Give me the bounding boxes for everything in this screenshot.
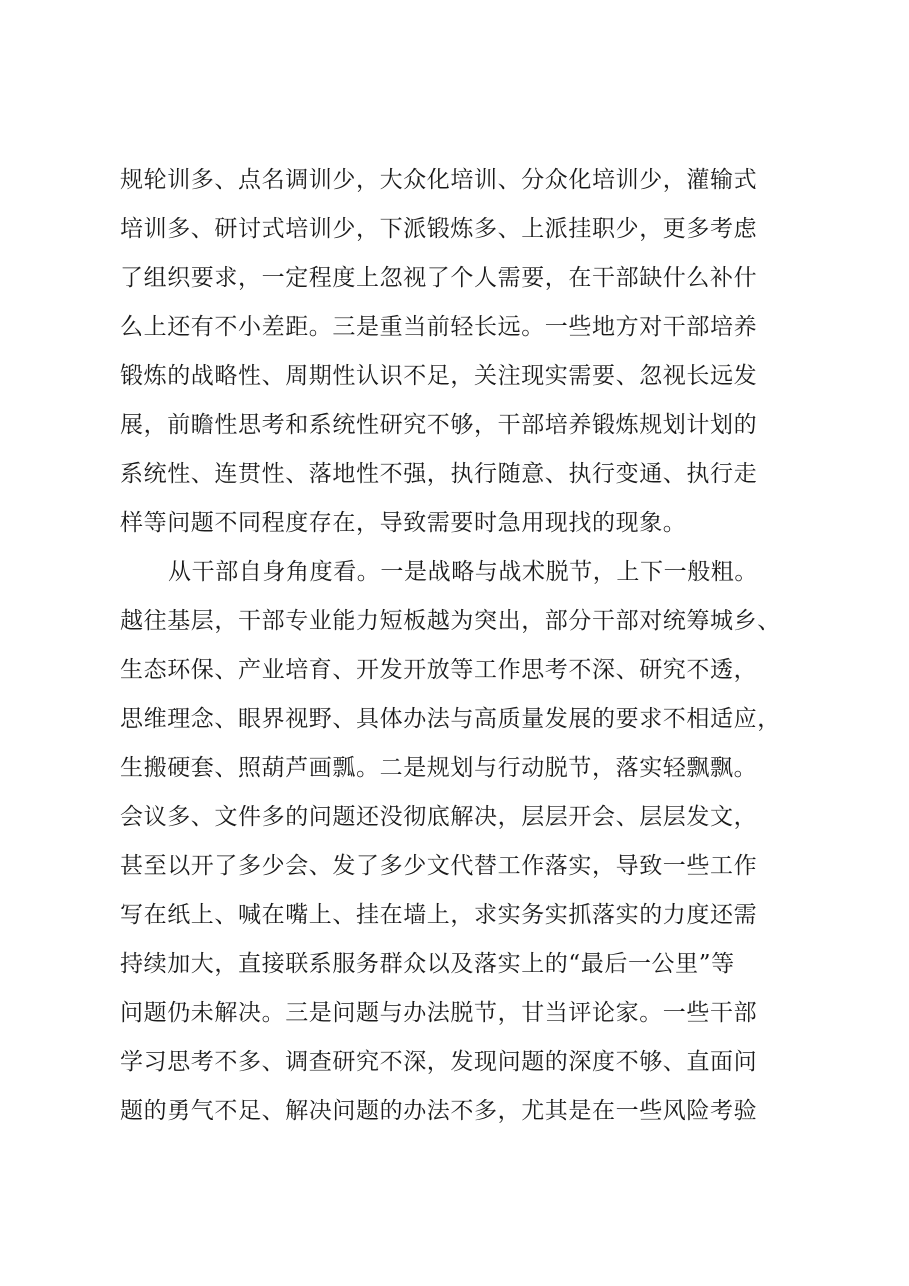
text-line: 了组织要求，一定程度上忽视了个人需要，在干部缺什么补什 [120,265,758,291]
text-line: 甚至以开了多少会、发了多少文代替工作落实，导致一些工作 [120,853,758,879]
text-line: 题的勇气不足、解决问题的办法不多，尤其是在一些风险考验 [120,1098,758,1124]
text-line: 写在纸上、喊在嘴上、挂在墙上，求实务实抓落实的力度还需 [120,902,758,928]
text-line: 系统性、连贯性、落地性不强，执行随意、执行变通、执行走 [120,461,758,487]
text-line: 思维理念、眼界视野、具体办法与高质量发展的要求不相适应， [120,706,781,732]
paragraph-first-line: 从干部自身角度看。一是战略与战术脱节，上下一般粗。 [168,559,758,585]
text-line: 问题仍未解决。三是问题与办法脱节，甘当评论家。一些干部 [120,1000,758,1026]
text-line: 规轮训多、点名调训少，大众化培训、分众化培训少，灌输式 [120,167,758,193]
text-line: 持续加大，直接联系服务群众以及落实上的“最后一公里”等 [120,951,735,977]
text-line: 展，前瞻性思考和系统性研究不够，干部培养锻炼规划计划的 [120,412,758,438]
text-line: 会议多、文件多的问题还没彻底解决，层层开会、层层发文， [120,804,758,830]
text-line: 样等问题不同程度存在，导致需要时急用现找的现象。 [120,510,687,536]
text-line: 越往基层，干部专业能力短板越为突出，部分干部对统筹城乡、 [120,608,781,634]
text-line: 锻炼的战略性、周期性认识不足，关注现实需要、忽视长远发 [120,363,758,389]
text-line: 生搬硬套、照葫芦画瓢。二是规划与行动脱节，落实轻飘飘。 [120,755,758,781]
text-line: 培训多、研讨式培训少，下派锻炼多、上派挂职少，更多考虑 [120,216,758,242]
text-line: 么上还有不小差距。三是重当前轻长远。一些地方对干部培养 [120,314,758,340]
text-line: 学习思考不多、调查研究不深，发现问题的深度不够、直面问 [120,1049,758,1075]
text-line: 生态环保、产业培育、开发开放等工作思考不深、研究不透， [120,657,758,683]
